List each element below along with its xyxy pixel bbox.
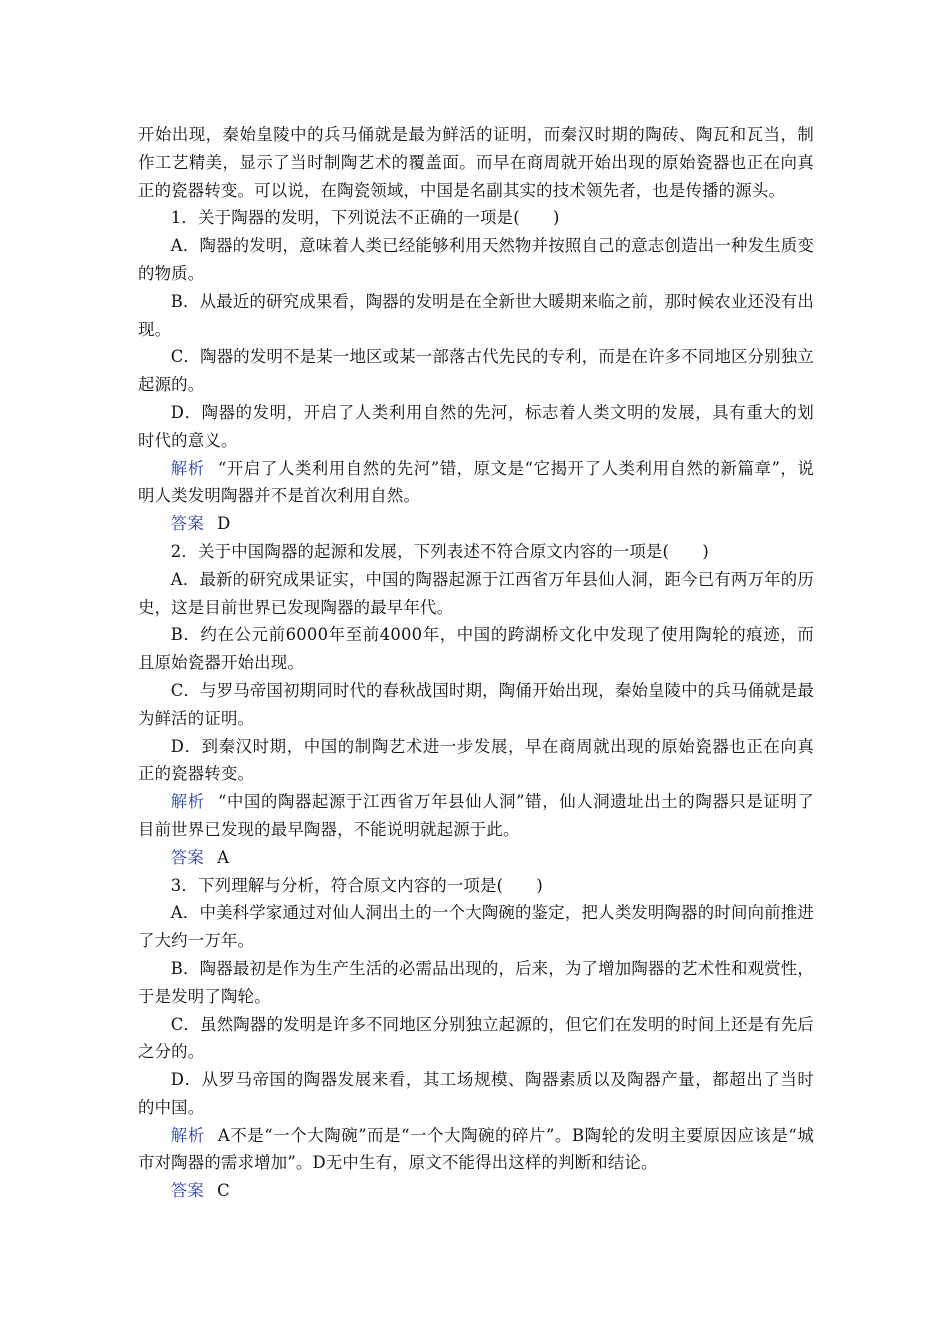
- option-c: C．陶器的发明不是某一地区或某一部落古代先民的专利，而是在许多不同地区分别独立起源的。: [138, 347, 814, 395]
- analysis-text: “开启了人类利用自然的先河”错，原文是“它揭开了人类利用自然的新篇章”，说明人类发明陶器并不是首次利用自然。: [138, 458, 814, 506]
- answer-value: C: [217, 1181, 230, 1201]
- document-page: [138, 121, 814, 1205]
- answer-value: D: [217, 514, 231, 534]
- question-3: [138, 872, 814, 1206]
- analysis-paragraph: [138, 455, 814, 511]
- option-d: D．从罗马帝国的陶器发展来看，其工场规模、陶器素质以及陶器产量，都超出了当时的中国。: [138, 1070, 814, 1117]
- option-c: C．与罗马帝国初期同时代的春秋战国时期，陶俑开始出现，秦始皇陵中的兵马俑就是最为鲜活的证明。: [138, 680, 814, 728]
- answer-label: 答案: [170, 847, 204, 867]
- analysis-label: 解析: [170, 1125, 205, 1145]
- option-a: A．最新的研究成果证实，中国的陶器起源于江西省万年县仙人洞，距今已有两万年的历史，这是目前世界已发现陶器的最早年代。: [138, 569, 814, 617]
- answer-paragraph: [138, 844, 814, 872]
- analysis-label: 解析: [170, 458, 205, 478]
- option-b: B．陶器最初是作为生产生活的必需品出现的，后来，为了增加陶器的艺术性和观赏性，于是发明了陶轮。: [138, 958, 814, 1006]
- question-2: [138, 538, 814, 872]
- analysis-text: “中国的陶器起源于江西省万年县仙人洞”错，仙人洞遗址出土的陶器只是证明了目前世界已发现的最早陶器，不能说明就起源于此。: [138, 792, 814, 839]
- option-a: A．陶器的发明，意味着人类已经能够利用天然物并按照自己的意志创造出一种发生质变的物质。: [138, 236, 814, 283]
- option-b: B．约在公元前6000年至前4000年，中国的跨湖桥文化中发现了使用陶轮的痕迹，而且原始瓷器开始出现。: [138, 625, 814, 673]
- option-a: A．中美科学家通过对仙人洞出土的一个大陶碗的鉴定，把人类发明陶器的时间向前推进了大约一万年。: [138, 903, 814, 951]
- answer-paragraph: [138, 510, 814, 538]
- analysis-text: A不是“一个大陶碗”而是“一个大陶碗的碎片”。B陶轮的发明主要原因应该是“城市对陶器的需求增加”。D无中生有，原文不能得出这样的判断和结论。: [138, 1125, 814, 1173]
- option-b: B．从最近的研究成果看，陶器的发明是在全新世大暖期来临之前，那时候农业还没有出现。: [138, 291, 814, 339]
- answer-label: 答案: [170, 1181, 204, 1201]
- analysis-paragraph: [138, 788, 814, 844]
- option-d: D．陶器的发明，开启了人类利用自然的先河，标志着人类文明的发展，具有重大的划时代的意义。: [138, 402, 814, 450]
- option-d: D．到秦汉时期，中国的制陶艺术进一步发展，早在商周就出现的原始瓷器也正在向真正的瓷器转变。: [138, 736, 814, 784]
- question-1: [138, 204, 814, 538]
- answer-value: A: [217, 847, 230, 867]
- question-stem: 3．下列理解与分析，符合原文内容的一项是( ): [170, 875, 544, 895]
- answer-paragraph: [138, 1177, 814, 1205]
- answer-label: 答案: [170, 514, 204, 534]
- analysis-label: 解析: [170, 792, 205, 812]
- question-stem: 2．关于中国陶器的起源和发展，下列表述不符合原文内容的一项是( ): [170, 541, 709, 561]
- intro-paragraph: 开始出现，秦始皇陵中的兵马俑就是最为鲜活的证明，而秦汉时期的陶砖、陶瓦和瓦当，制作工艺精美，显示了当时制陶艺术的覆盖面。而早在商周就开始出现的原始瓷器也正在向真正的瓷器转变。可以说，在陶瓷领域，中国是名副其实的技术领先者，也是传播的源头。: [138, 125, 814, 200]
- analysis-paragraph: [138, 1122, 814, 1178]
- question-stem: 1．关于陶器的发明，下列说法不正确的一项是( ): [170, 208, 560, 228]
- option-c: C．虽然陶器的发明是许多不同地区分别独立起源的，但它们在发明的时间上还是有先后之分的。: [138, 1014, 814, 1062]
